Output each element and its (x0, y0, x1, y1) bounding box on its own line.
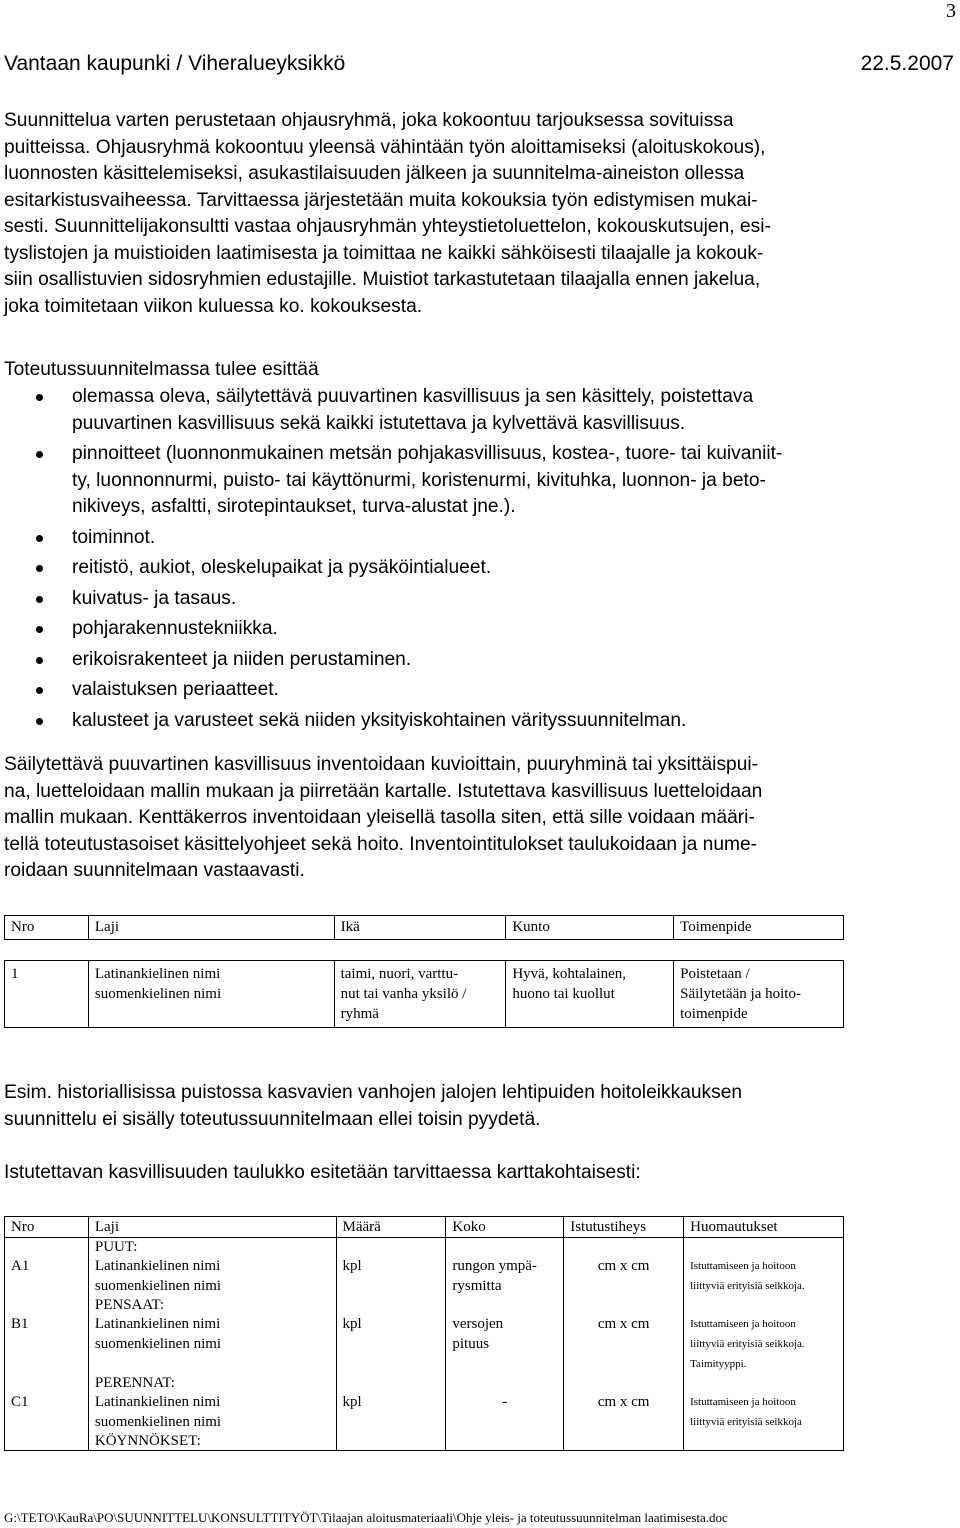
group-row (5, 1238, 844, 1257)
table-cell: Istuttamiseen ja hoitoon liittyviä erityisiä seikkoja. Taimityyppi. (684, 1314, 844, 1374)
page-number: 3 (946, 0, 956, 22)
page-header (4, 52, 958, 76)
table-row (5, 961, 844, 1028)
group-label: PERENNAT: (88, 1374, 336, 1392)
inventory-table (4, 915, 844, 1028)
table-cell: versojen pituus (446, 1314, 564, 1374)
column-header: Kunto (506, 916, 674, 940)
column-header: Määrä (336, 1217, 446, 1238)
bullet-icon (36, 687, 43, 694)
text-line: tyslistojen ja muistioiden laatimisesta ja toimittaa ne kaikki sähköisesti tilaajalle ja kokouk- (4, 242, 764, 264)
bullet-icon (36, 718, 43, 725)
table-cell: cm x cm (564, 1392, 684, 1432)
table-cell: 1 (5, 961, 89, 1028)
text-line: joka toimitetaan viikon kuluessa ko. kokouksesta. (4, 295, 423, 317)
list-item (0, 677, 950, 704)
bullet-icon (36, 565, 43, 572)
list-item (0, 525, 950, 552)
table-cell: C1 (5, 1392, 89, 1432)
table-cell: Istuttamiseen ja hoitoon liittyviä erityisiä seikkoja (684, 1392, 844, 1432)
table-cell: cm x cm (564, 1256, 684, 1296)
table-cell: Latinankielinen nimi suomenkielinen nimi (88, 1392, 336, 1432)
text-line: ty, luonnonnurmi, puisto- tai käyttönurmi, koristenurmi, kivituhka, luonnon- ja beto- (72, 469, 766, 491)
group-row (5, 1432, 844, 1451)
list-item (0, 586, 950, 613)
bullet-icon (36, 535, 43, 542)
paragraph-planting-table-intro: Istutettavan kasvillisuuden taulukko esitetään tarvittaessa karttakohtaisesti: (4, 1162, 641, 1183)
text-line: Suunnittelua varten perustetaan ohjausryhmä, joka kokoontuu tarjouksessa sovituissa (4, 110, 734, 131)
text-line: toiminnot. (72, 526, 156, 548)
table-cell: kpl (336, 1256, 446, 1296)
bullet-icon (36, 394, 43, 401)
text-line: roidaan suunnitelmaan vastaavasti. (4, 860, 305, 881)
paragraph-inventory (4, 752, 948, 885)
text-line: sesti. Suunnittelijakonsultti vastaa ohjausryhmän yhteystietoluettelon, kokouskutsujen, esi- (4, 216, 771, 237)
group-row (5, 1374, 844, 1392)
table-cell: kpl (336, 1392, 446, 1432)
text-line: valaistuksen periaatteet. (72, 679, 279, 700)
table-cell: Latinankielinen nimi suomenkielinen nimi (88, 961, 334, 1028)
list-item (0, 647, 950, 674)
table-header-row (5, 916, 844, 940)
group-label: KÖYNNÖKSET: (88, 1432, 336, 1451)
text-line: tellä toteutustasoiset käsittelyohjeet sekä hoito. Inventointitulokset taulukoidaan ja nume- (4, 833, 758, 855)
text-line: kalusteet ja varusteet sekä niiden yksityiskohtainen värityssuunnitelman. (72, 709, 687, 731)
text-line: mallin mukaan. Kenttäkerros inventoidaan yleisellä tasolla siten, että sille voidaan määri- (4, 807, 755, 828)
bullet-icon (36, 451, 43, 458)
bullet-icon (36, 596, 43, 603)
table-cell: taimi, nuori, varttu- nut tai vanha yksilö / ryhmä (334, 961, 506, 1028)
table-row (5, 1392, 844, 1432)
table-cell: B1 (5, 1314, 89, 1374)
column-header: Toimenpide (674, 916, 844, 940)
table-cell: rungon ympä- rysmitta (446, 1256, 564, 1296)
text-line: kuivatus- ja tasaus. (72, 587, 237, 609)
bullet-icon (36, 657, 43, 664)
column-header: Nro (5, 1217, 89, 1238)
text-line: pohjarakennustekniikka. (72, 618, 278, 639)
text-line: pinnoitteet (luonnonmukainen metsän pohjakasvillisuus, kostea-, tuore- tai kuivaniit- (72, 443, 783, 464)
table-cell: cm x cm (564, 1314, 684, 1374)
column-header: Koko (446, 1217, 564, 1238)
column-header: Huomautukset (684, 1217, 844, 1238)
planting-table (4, 1216, 844, 1451)
file-path-footer: G:\TETO\KauRa\PO\SUUNNITTELU\KONSULTTITYÖT\Tilaajan aloitusmateriaali\Ohje yleis- ja toteutussuunnitelman laatimisesta.doc (4, 1510, 728, 1525)
table-cell: A1 (5, 1256, 89, 1296)
list-item (0, 555, 950, 582)
text-line: luonnosten käsittelemiseksi, asukastilaisuuden jälkeen ja suunnitelma-aineiston ollessa (4, 163, 745, 184)
list-item (0, 384, 950, 437)
list-item (0, 616, 950, 643)
paragraph-example (4, 1080, 948, 1133)
column-header: Nro (5, 916, 89, 940)
table-cell: kpl (336, 1314, 446, 1374)
text-line: Säilytettävä puuvartinen kasvillisuus inventoidaan kuvioittain, puuryhminä tai yksittäispui- (4, 754, 759, 775)
column-header: Laji (88, 1217, 336, 1238)
text-line: olemassa oleva, säilytettävä puuvartinen kasvillisuus ja sen käsittely, poistettava (72, 386, 754, 407)
requirements-list (0, 384, 950, 738)
column-header: Ikä (334, 916, 506, 940)
table-cell: Poistetaan / Säilytetään ja hoito- toimenpide (674, 961, 844, 1028)
list-item (0, 708, 950, 735)
table-header-row (5, 1217, 844, 1238)
text-line: reitistö, aukiot, oleskelupaikat ja pysäköintialueet. (72, 557, 492, 578)
header-date: 22.5.2007 (860, 52, 954, 75)
table-cell: - (446, 1392, 564, 1432)
header-organization: Vantaan kaupunki / Viheralueyksikkö (4, 52, 346, 75)
table-cell: Latinankielinen nimi suomenkielinen nimi (88, 1256, 336, 1296)
table-row (5, 1314, 844, 1374)
text-line: na, luetteloidaan mallin mukaan ja piirretään kartalle. Istutettava kasvillisuus luetteloidaan (4, 780, 763, 802)
column-header: Istutustiheys (564, 1217, 684, 1238)
text-line: Esim. historiallisissa puistossa kasvavien vanhojen jalojen lehtipuiden hoitoleikkauksen (4, 1082, 743, 1103)
table-cell: Istuttamiseen ja hoitoon liittyviä erityisiä seikkoja. (684, 1256, 844, 1296)
column-header: Laji (88, 916, 334, 940)
text-line: erikoisrakenteet ja niiden perustaminen. (72, 648, 412, 670)
table-cell: Hyvä, kohtalainen, huono tai kuollut (506, 961, 674, 1028)
group-label: PUUT: (88, 1238, 336, 1257)
text-line: puuvartinen kasvillisuus sekä kaikki istutettava ja kylvettävä kasvillisuus. (72, 412, 686, 434)
list-item (0, 441, 950, 521)
text-line: siin osallistuvien sidosryhmien edustajille. Muistiot tarkastutetaan tilaajalla ennen jakelua, (4, 269, 761, 290)
text-line: esitarkistusvaiheessa. Tarvittaessa järjestetään muita kokouksia työn edistymisen mukai- (4, 189, 758, 211)
list-intro: Toteutussuunnitelmassa tulee esittää (4, 359, 319, 380)
group-row (5, 1296, 844, 1314)
table-row (5, 1256, 844, 1296)
bullet-icon (36, 626, 43, 633)
text-line: nikiveys, asfaltti, sirotepintaukset, turva-alustat jne.). (72, 496, 516, 517)
text-line: puitteissa. Ohjausryhmä kokoontuu yleensä vähintään työn aloittamiseksi (aloituskokous), (4, 136, 766, 158)
paragraph-steering-group (4, 108, 948, 320)
table-cell: Latinankielinen nimi suomenkielinen nimi (88, 1314, 336, 1374)
text-line: suunnittelu ei sisälly toteutussuunnitelmaan ellei toisin pyydetä. (4, 1108, 541, 1130)
group-label: PENSAAT: (88, 1296, 336, 1314)
